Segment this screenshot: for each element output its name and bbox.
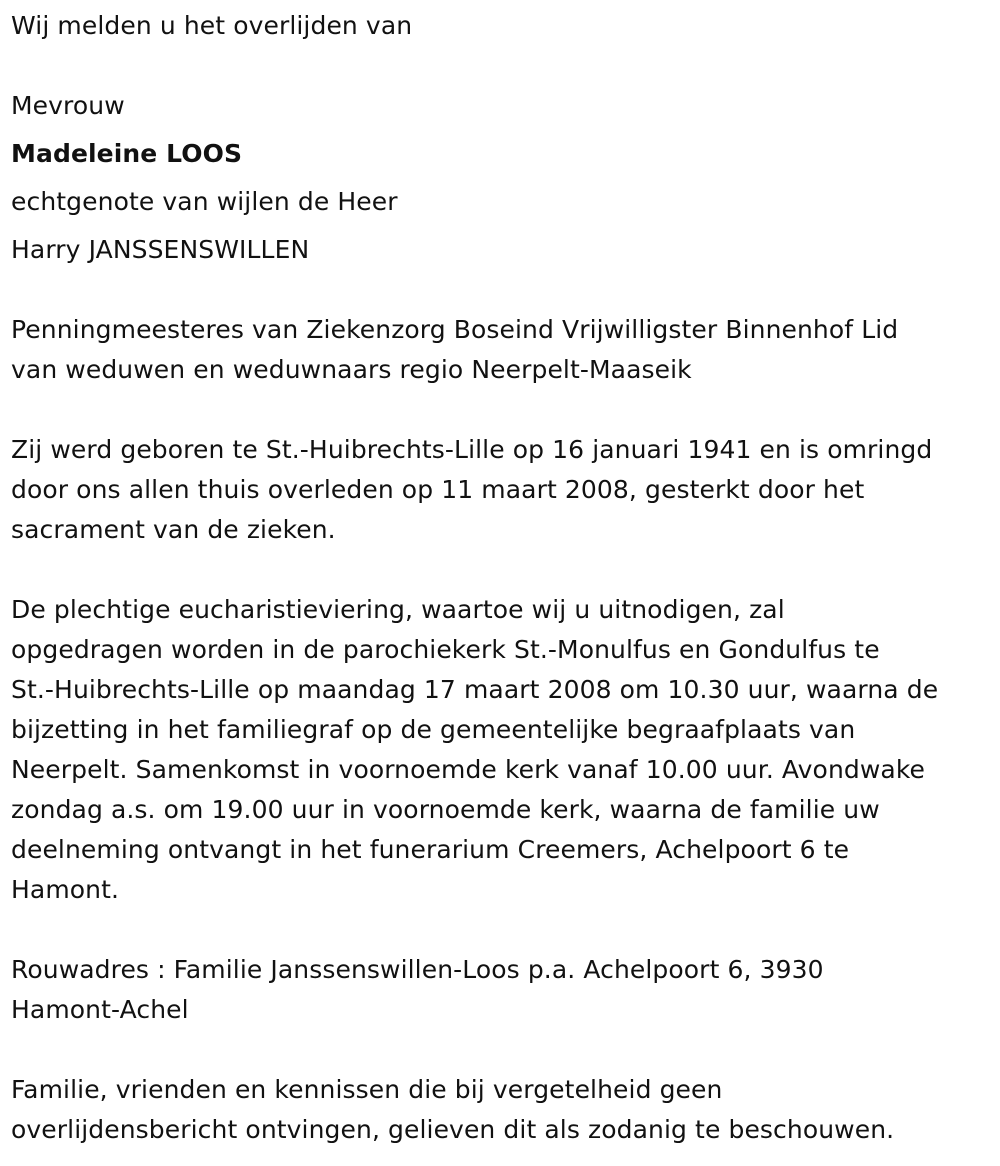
closing-line: Familie, vrienden en kennissen die bij vergetelheid geen: [11, 1075, 723, 1104]
ceremony-line: Hamont.: [11, 875, 120, 904]
ceremony-line: zondag a.s. om 19.00 uur in voornoemde kerk, waarna de familie uw: [11, 795, 880, 824]
spouse-line-2: Harry JANSSENSWILLEN: [11, 235, 310, 264]
salutation: Mevrouw: [11, 91, 125, 120]
intro-text: Wij melden u het overlijden van: [11, 11, 413, 40]
ceremony-line: bijzetting in het familiegraf op de gemeentelijke begraafplaats van: [11, 715, 856, 744]
ceremony-line: opgedragen worden in de parochiekerk St.-Monulfus en Gondulfus te: [11, 635, 880, 664]
ceremony-line: Neerpelt. Samenkomst in voornoemde kerk vanaf 10.00 uur. Avondwake: [11, 755, 925, 784]
closing-line: overlijdensbericht ontvingen, gelieven dit als zodanig te beschouwen.: [11, 1115, 895, 1144]
address-line: Hamont-Achel: [11, 995, 189, 1024]
roles-line: van weduwen en weduwnaars regio Neerpelt-Maaseik: [11, 355, 692, 384]
birth-death-line: Zij werd geboren te St.-Huibrechts-Lille op 16 januari 1941 en is omringd: [11, 435, 933, 464]
roles-line: Penningmeesteres van Ziekenzorg Boseind Vrijwilligster Binnenhof Lid: [11, 315, 899, 344]
ceremony-line: St.-Huibrechts-Lille op maandag 17 maart 2008 om 10.30 uur, waarna de: [11, 675, 939, 704]
deceased-name: Madeleine LOOS: [11, 139, 243, 168]
birth-death-line: sacrament van de zieken.: [11, 515, 336, 544]
birth-death-line: door ons allen thuis overleden op 11 maart 2008, gesterkt door het: [11, 475, 865, 504]
address-line: Rouwadres : Familie Janssenswillen-Loos p.a. Achelpoort 6, 3930: [11, 955, 824, 984]
spouse-line-1: echtgenote van wijlen de Heer: [11, 187, 398, 216]
ceremony-line: De plechtige eucharistieviering, waartoe wij u uitnodigen, zal: [11, 595, 785, 624]
ceremony-line: deelneming ontvangt in het funerarium Creemers, Achelpoort 6 te: [11, 835, 850, 864]
